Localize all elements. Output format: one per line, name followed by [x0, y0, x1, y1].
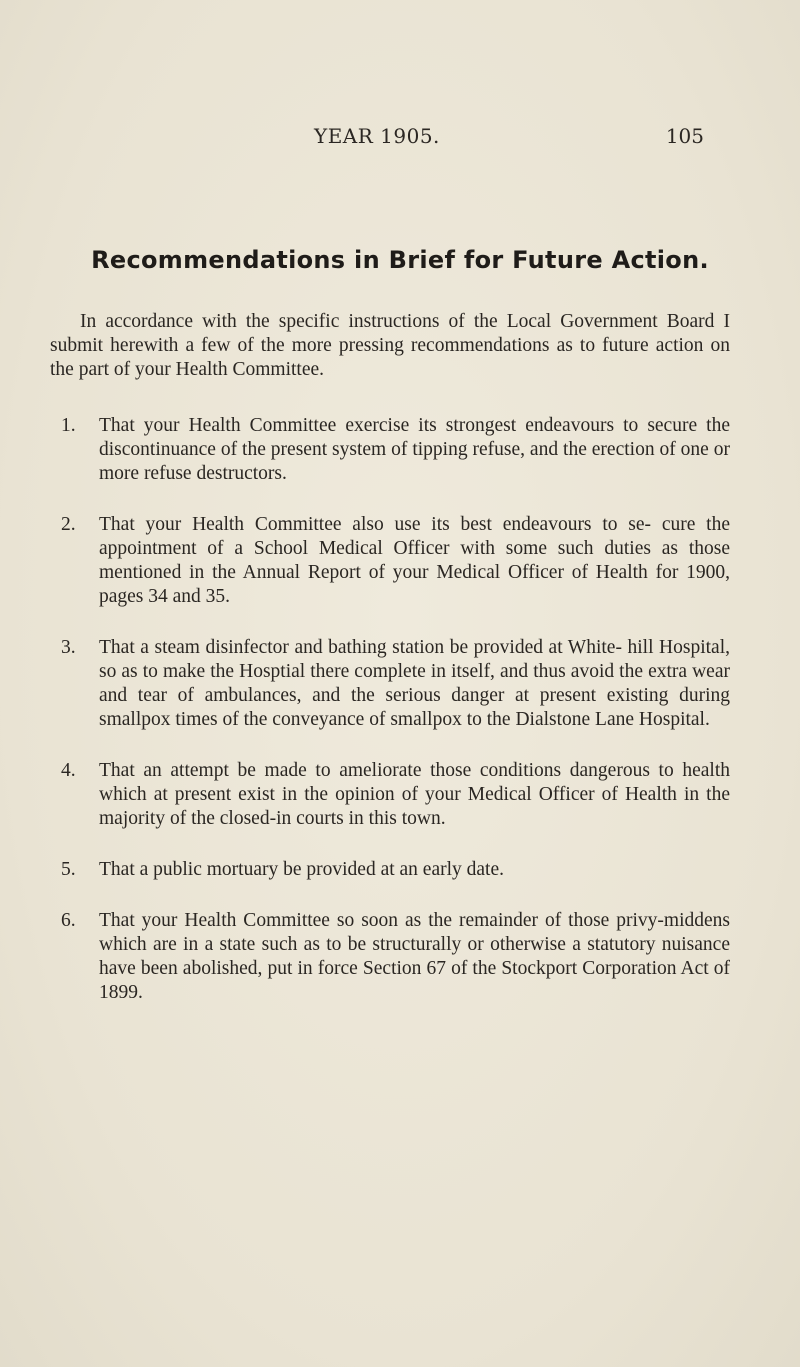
item-number: 4. — [61, 760, 76, 781]
recommendation-item — [50, 414, 730, 486]
header-title: YEAR 1905. — [314, 124, 440, 148]
page-number: 105 — [665, 124, 704, 148]
item-number: 5. — [61, 859, 76, 880]
recommendation-item — [50, 636, 730, 732]
item-text: That a steam disinfector and bathing station be provided at White- hill Hospital, so as to make the Hosptial there complete in itself, and thus avoid the extra wear and tear of ambulances, and the serious danger at present existing during smallpox times of the conveyance of smallpox to the Dialstone Lane Hospital. — [99, 637, 730, 730]
running-header — [0, 124, 800, 154]
item-number: 3. — [61, 637, 76, 658]
item-number: 6. — [61, 910, 76, 931]
recommendation-item — [50, 759, 730, 831]
item-number: 2. — [61, 514, 76, 535]
section-heading: Recommendations in Brief for Future Action. — [91, 246, 709, 274]
recommendations-list — [50, 414, 730, 1032]
item-text: That your Health Committee exercise its strongest endeavours to secure the discontinuance of the present system of tipping refuse, and the erection of one or more refuse destructors. — [99, 415, 730, 484]
recommendation-item — [50, 909, 730, 1005]
item-text: That a public mortuary be provided at an early date. — [99, 859, 505, 880]
item-text: That your Health Committee so soon as the remainder of those privy-middens which are in a state such as to be structurally or otherwise a statutory nuisance have been abolished, put in force Section 67 of the Stockport Corporation Act of 1899. — [99, 910, 730, 1003]
intro-paragraph: In accordance with the specific instructions of the Local Government Board I submit herewith a few of the more pressing recommendations as to future action on the part of your Health Committee. — [50, 311, 730, 380]
recommendation-item — [50, 513, 730, 609]
item-text: That an attempt be made to ameliorate those conditions dangerous to health which at present exist in the opinion of your Medical Officer of Health in the majority of the closed-in courts in this town. — [99, 760, 730, 829]
item-text: That your Health Committee also use its best endeavours to se- cure the appointment of a School Medical Officer with some such duties as those mentioned in the Annual Report of your Medical Officer of Health for 1900, pages 34 and 35. — [99, 514, 730, 607]
item-number: 1. — [61, 415, 76, 436]
recommendation-item — [50, 858, 730, 882]
